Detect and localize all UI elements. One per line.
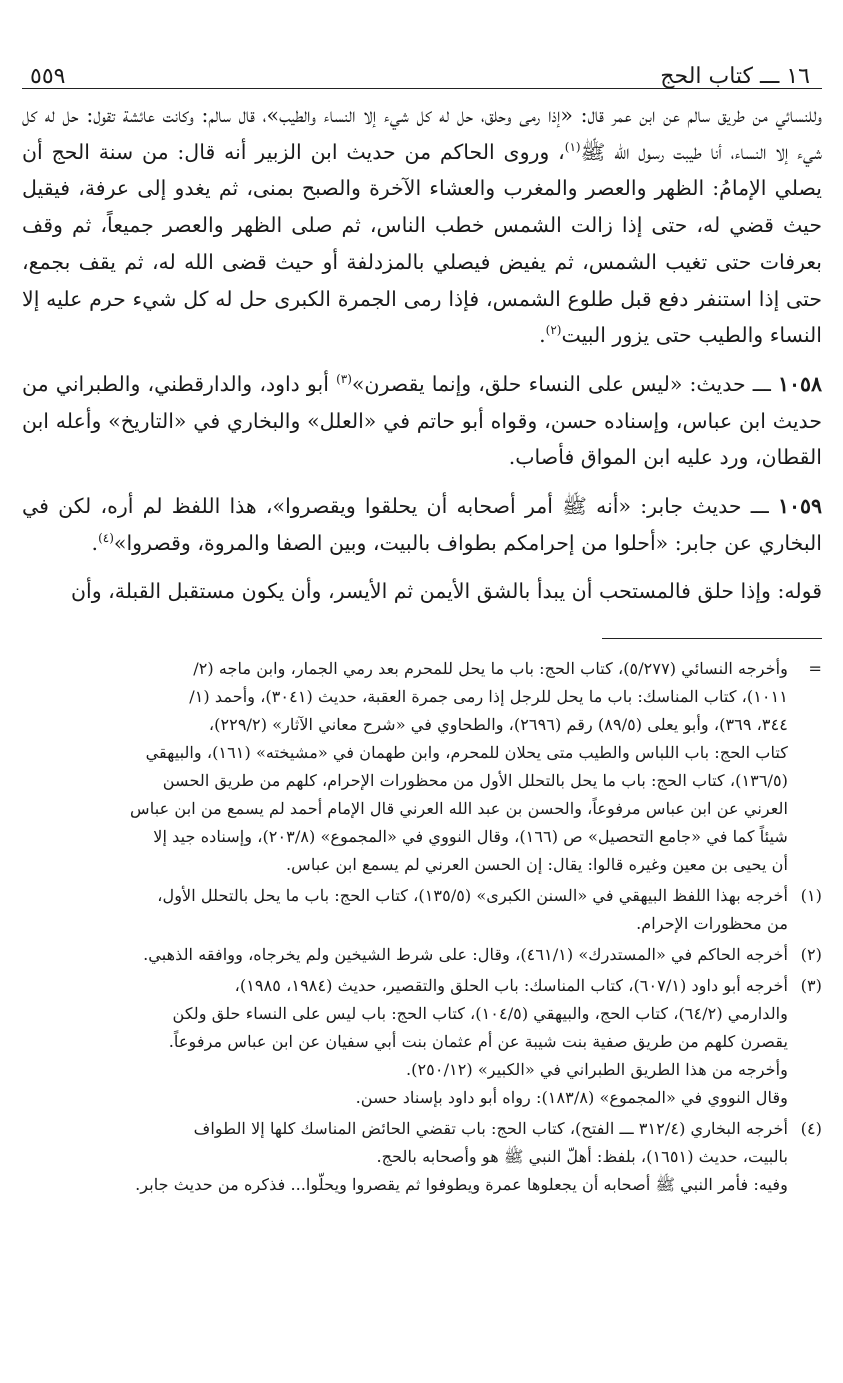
footnote-line: شيئاً كما في «جامع التحصيل» ص (١٦٦)، وقال النووي في «المجموع» (٢٠٣/٨)، وإسناده جيد إلا <box>153 827 788 847</box>
footnote-4 <box>22 1115 822 1199</box>
footnote-ref-3[interactable]: (٣) <box>336 372 352 387</box>
text-line: وللنسائي من طريق سالم عن ابن عمر قال: «إذا رمى وحلق، حل له كل شيء إلا النساء <box>323 103 822 127</box>
footnote-1 <box>22 882 822 938</box>
text-line: والطيب»، قال سالم: وكانت عائشة تقول: حل له كل شيء إلا النساء، أنا طيبت <box>22 103 822 164</box>
footnote-divider <box>602 638 822 639</box>
text-line: قضي له، حتى إذا زالت الشمس خطب الناس، ثم صلى الظهر والعصر جميعاً، ثم وقف <box>22 213 774 238</box>
footnote-ref-2[interactable]: (٢) <box>545 323 562 338</box>
text-line: بجمع، حتى إذا استنفر دفع قبل طلوع الشمس، فإذا رمى الجمرة الكبرى حل له كل شيء <box>22 249 822 311</box>
footnote-ref-1[interactable]: (١) <box>564 139 581 154</box>
footnote-line: العرني عن ابن عباس مرفوعاً، والحسن بن عبد الله العرني قال الإمام أحمد لم يسمع من ابن عباس <box>130 799 788 819</box>
footnote-line: أن يحيى بن معين وغيره قالوا: يقال: إن الحسن العرني لم يسمع ابن عباس. <box>286 855 788 875</box>
text-line: ـــ حديث جابر: «أنه ﷺ أمر أصحابه أن يحلقوا ويقصروا»، هذا اللفظ لم أره، لكن <box>58 494 778 519</box>
footnote-marker: (٣) <box>800 976 822 996</box>
hadith-1059 <box>22 488 822 561</box>
hadith-number: ١٠٥٩ <box>777 494 822 519</box>
paragraph-qawluhu: قوله: وإذا حلق فالمستحب أن يبدأ بالشق الأيمن ثم الأيسر، وأن يكون مستقبل القبلة، وأن <box>70 579 822 604</box>
text-line: رسول الله ﷺ <box>580 139 665 164</box>
text-line: حرم عليه إلا النساء والطيب حتى يزور البيت <box>22 286 822 348</box>
footnote-3 <box>22 972 822 1112</box>
text-line: في البخاري عن جابر: «أحلوا من إحرامكم بطواف بالبيت، وبين الصفا والمروة، وقصروا» <box>22 494 822 555</box>
footnote-line: والدارمي (٦٤/٢)، كتاب الحج، والبيهقي (١٠٤/٥)، كتاب الحج: باب ليس على النساء حلق ولكن <box>172 1004 788 1024</box>
footnote-line: وأخرجه النسائي (٥/٢٧٧)، كتاب الحج: باب ما يحل للمحرم بعد رمي الجمار، وابن ماجه (٢/ <box>193 659 788 679</box>
hadith-number: ١٠٥٨ <box>777 371 823 396</box>
footnote-line: وقال النووي في «المجموع» (١٨٣/٨): رواه أبو داود بإسناد حسن. <box>355 1088 788 1108</box>
footnote-line: كتاب الحج: باب اللباس والطيب متى يحلان للمحرم، وابن طهمان في «مشيخته» (١٦١)، والبيهقي <box>145 743 788 763</box>
text-line: ـــ حديث: «ليس على النساء حلق، وإنما يقصرن» <box>351 371 778 396</box>
text-line: ابن القطان، ورد عليه ابن المواق فأصاب. <box>22 408 822 470</box>
footnote-line: أخرجه الحاكم في «المستدرك» (٤٦١/١)، وقال: على شرط الشيخين ولم يخرجاه، ووافقه الذهبي. <box>143 945 788 965</box>
footnote-line: من محظورات الإحرام. <box>636 914 788 934</box>
text-line: أبو داود، والدارقطني، والطبراني <box>55 371 337 396</box>
continuation-mark: = <box>808 659 822 679</box>
footnote-line: يقصرن كلهم من طريق صفية بنت شيبة عن أم عثمان بنت أبي سفيان عن ابن عباس مرفوعاً. <box>168 1032 788 1052</box>
text-line: بعرفات حتى تغيب الشمس، ثم يفيض فيصلي بالمزدلفة أو حيث قضى الله له، ثم يقف <box>78 249 822 274</box>
paragraph-1 <box>22 97 822 354</box>
footnote-marker: (٤) <box>800 1119 822 1139</box>
footnote-marker: (١) <box>800 886 822 906</box>
text-line: . <box>91 530 99 555</box>
hadith-1058 <box>22 366 822 476</box>
footnote-line: أخرجه بهذا اللفظ البيهقي في «السنن الكبرى» (١٣٥/٥)، كتاب الحج: باب ما يحل بالتحلل الأول، <box>157 886 788 906</box>
footnote-ref-4[interactable]: (٤) <box>98 530 114 545</box>
footnote-2 <box>22 941 822 969</box>
main-text <box>22 97 822 610</box>
chapter-title: ١٦ ـــ كتاب الحج <box>660 64 810 89</box>
footnote-line: ٣٤٤، ٣٦٩)، وأبو يعلى (٨٩/٥) رقم (٢٦٩٦)، والطحاوي في «شرح معاني الآثار» (٢٢٩/٢)، <box>208 715 788 735</box>
footnote-line: ١٠١١)، كتاب المناسك: باب ما يحل للرجل إذا رمى جمرة العقبة، حديث (٣٠٤١)، وأحمد (١/ <box>189 687 788 707</box>
footnote-line: وفيه: فأمر النبي ﷺ أصحابه أن يجعلوها عمرة ويطوفوا ثم يقصروا ويحلّوا... فذكره من حديث جابر. <box>135 1175 788 1195</box>
page-number: ٥٥٩ <box>30 64 66 89</box>
footnote-continued <box>22 655 822 879</box>
footnote-line: وأخرجه من هذا الطريق الطبراني في «الكبير» (٢٥٠/١٢). <box>406 1060 788 1080</box>
footnote-line: أخرجه أبو داود (٦٠٧/١)، كتاب المناسك: باب الحلق والتقصير، حديث (١٩٨٤، ١٩٨٥)، <box>234 976 788 996</box>
text-line: الإمامُ: الظهر والعصر والمغرب والعشاء الآخرة والصبح بمنى، ثم يغدو إلى عرفة، فيقيل حيث <box>22 176 822 238</box>
footnote-marker: (٢) <box>800 945 822 965</box>
text-line: . <box>539 323 546 348</box>
footnote-line: بالبيت، حديث (١٦٥١)، بلفظ: أهلّ النبي ﷺ هو وأصحابه بالحج. <box>376 1147 788 1167</box>
footnote-line: (١٣٦/٥)، كتاب الحج: باب ما يحل بالتحلل الأول من محظورات الإحرام، كلهم من طريق الحسن <box>162 771 788 791</box>
text-line: من حديث ابن عباس، وإسناده حسن، وقواه أبو حاتم في «العلل» والبخاري في «التاريخ» وأعله <box>22 371 822 433</box>
footnote-line: أخرجه البخاري (٣١٢/٤ ـــ الفتح)، كتاب الحج: باب تقضي الحائض المناسك كلها إلا الطواف <box>193 1119 788 1139</box>
footnotes <box>22 655 822 1199</box>
book-page <box>22 40 822 1370</box>
text-line: ، وروى الحاكم من حديث ابن الزبير أنه قال: من سنة الحج أن يصلي <box>22 139 822 201</box>
running-header <box>22 40 822 89</box>
